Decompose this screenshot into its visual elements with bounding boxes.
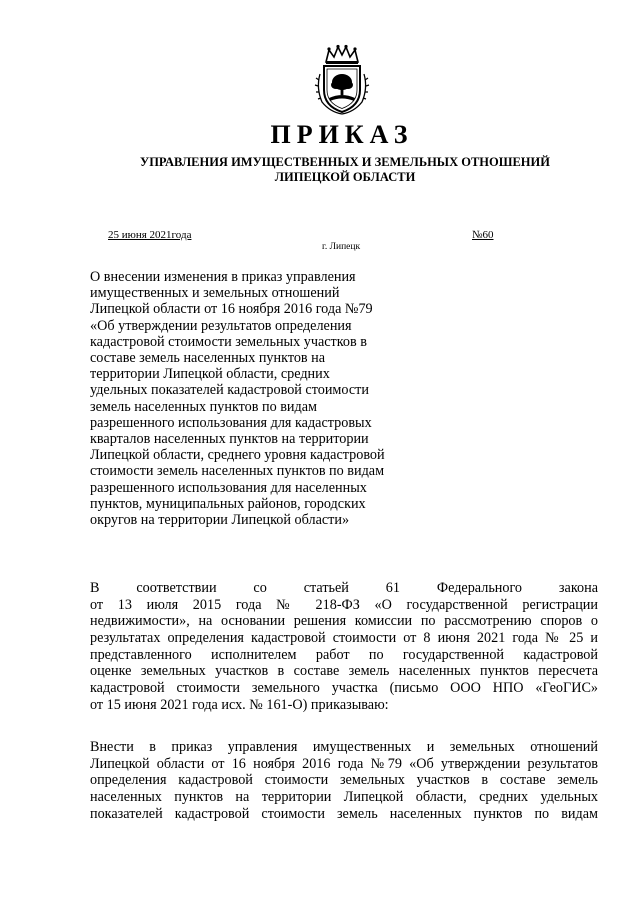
order-city: г. Липецк xyxy=(322,242,361,252)
paragraph-line: В соответствии со статьей 61 Федерального закона xyxy=(90,580,598,596)
heading-line: имущественных и земельных отношений xyxy=(90,285,340,302)
heading-line: Липецкой области от 16 ноября 2016 года №79 xyxy=(90,301,373,318)
paragraph-line: показателей кадастровой стоимости земель населенных пунктов по видам xyxy=(90,805,598,822)
heading-line: составе земель населенных пунктов на xyxy=(90,350,326,367)
heading-line: разрешенного использования для кадастровых xyxy=(90,414,372,431)
heading-line: территории Липецкой области, средних xyxy=(90,366,330,383)
subtitle-line: ЛИПЕЦКОЙ ОБЛАСТИ xyxy=(274,170,416,184)
lipetsk-coat-of-arms-icon xyxy=(312,44,372,116)
paragraph-line: населенных пунктов на территории Липецкой области, средних удельных xyxy=(90,789,598,806)
order-date: 25 июня 2021года xyxy=(108,229,192,241)
paragraph-preamble xyxy=(90,580,598,714)
document-subtitle xyxy=(90,155,600,185)
order-heading xyxy=(90,269,420,528)
paragraph-line: от 15 июня 2021 года исх. № 161-О) приказываю: xyxy=(90,696,389,713)
paragraph-line: результатах определения кадастровой стоимости от 8 июня 2021 года № 25 и xyxy=(90,630,598,647)
paragraph-line: от 13 июля 2015 года № 218-ФЗ «О государственной регистрации xyxy=(90,596,598,613)
paragraph-line: оценке земельных участков в составе земель населенных пунктов пересчета xyxy=(90,663,598,680)
heading-line: «Об утверждении результатов определения xyxy=(90,317,352,334)
heading-line: разрешенного использования для населенных xyxy=(90,479,367,496)
paragraph-line: представленного исполнителем работ по государственной кадастровой xyxy=(90,646,598,663)
heading-line: кварталов населенных пунктов на территории xyxy=(90,431,369,448)
heading-line: пунктов, муниципальных районов, городских xyxy=(90,495,366,512)
heading-line: удельных показателей кадастровой стоимости xyxy=(90,382,369,399)
order-number: №60 xyxy=(472,229,494,241)
paragraph-line: недвижимости», на основании решения комиссии по рассмотрению споров о xyxy=(90,613,598,630)
heading-line: О внесении изменения в приказ управления xyxy=(90,269,356,285)
heading-line: Липецкой области, среднего уровня кадастровой xyxy=(90,447,385,464)
heading-line: кадастровой стоимости земельных участков в xyxy=(90,333,367,350)
paragraph-order xyxy=(90,739,598,822)
heading-line: стоимости земель населенных пунктов по видам xyxy=(90,463,385,480)
subtitle-line: УПРАВЛЕНИЯ ИМУЩЕСТВЕННЫХ И ЗЕМЕЛЬНЫХ ОТНОШЕНИЙ xyxy=(140,155,550,169)
paragraph-line: Внести в приказ управления имущественных и земельных отношений xyxy=(90,739,598,755)
paragraph-line: определения кадастровой стоимости земельных участков в составе земель xyxy=(90,772,598,789)
heading-line: земель населенных пунктов по видам xyxy=(90,398,318,415)
paragraph-line: кадастровой стоимости земельного участка (письмо ООО НПО «ГеоГИС» xyxy=(90,680,598,697)
document-title: ПРИКАЗ xyxy=(270,120,414,149)
heading-line: округов на территории Липецкой области» xyxy=(90,512,350,529)
paragraph-line: Липецкой области от 16 ноября 2016 года №79 «Об утверждении результатов xyxy=(90,755,598,772)
